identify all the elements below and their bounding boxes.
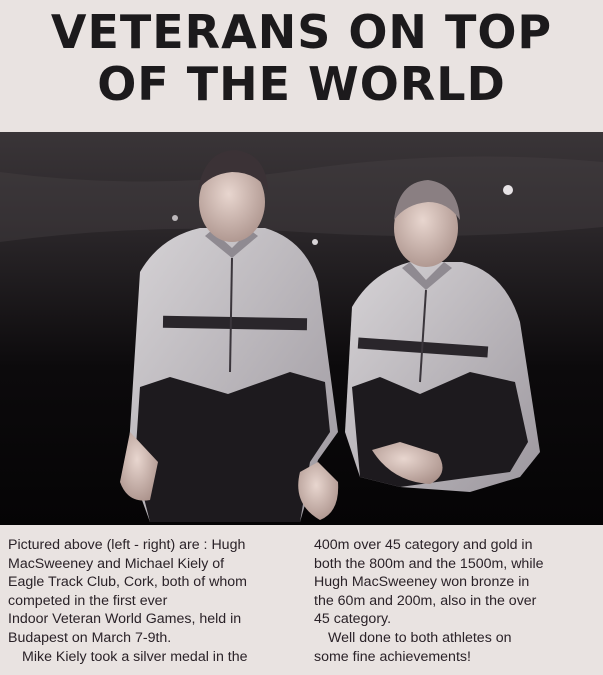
headline-line-2: OF THE WORLD: [97, 57, 506, 111]
article-paragraph: Pictured above (left - right) are : Hugh MacSweeney and Michael Kiely of Eagle Track Club, Cork, both of whom competed in the first ever Indoor Veteran World Games, held in Budapest on March 7-9th.: [8, 537, 247, 646]
athletes-photo: [0, 132, 603, 525]
article-column-left: [8, 536, 298, 666]
article-paragraph: Well done to both athletes on some fine achievements!: [314, 629, 512, 665]
athletes-photo-image: [0, 132, 603, 525]
article-body: [8, 536, 598, 671]
headline: [0, 6, 603, 110]
article-column-right: [314, 536, 603, 666]
article-paragraph: 400m over 45 category and gold in both the 800m and the 1500m, while Hugh MacSweeney won bronze in the 60m and 200m, also in the over 45 category.: [314, 537, 544, 628]
headline-line-1: VETERANS ON TOP: [50, 5, 553, 59]
article-paragraph: Mike Kiely took a silver medal in the: [22, 648, 248, 665]
